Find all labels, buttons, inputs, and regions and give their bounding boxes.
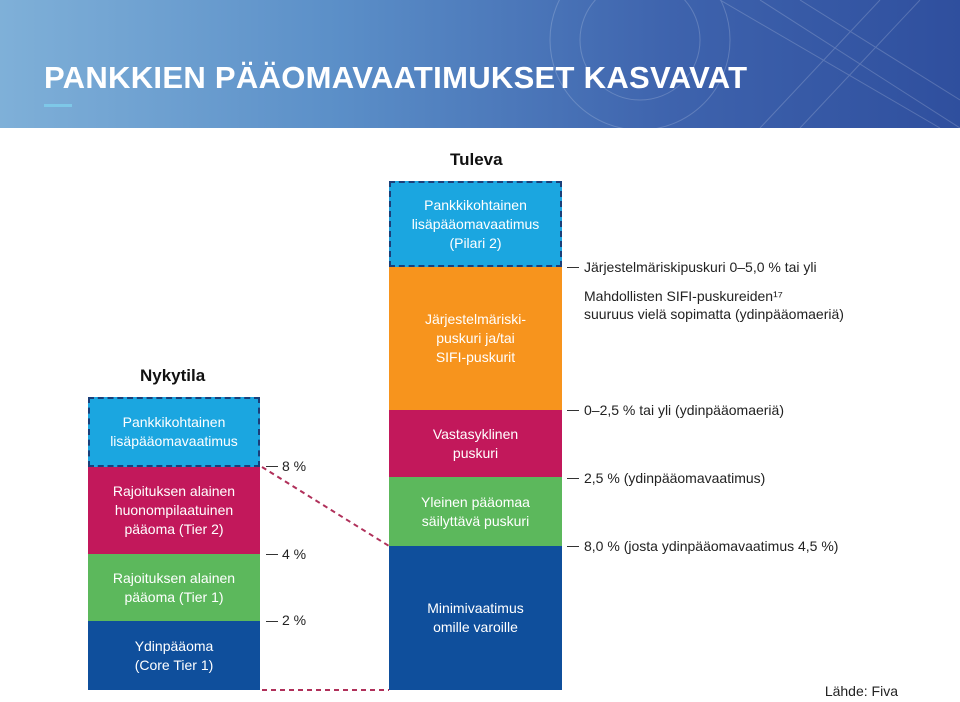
source-note: Lähde: Fiva [824, 683, 898, 699]
annotation-conservation: 2,5 % (ydinpääomavaatimus) [584, 470, 766, 486]
tuleva-block-label: Pankkikohtainen lisäpääomavaatimus (Pilari 2) [411, 196, 540, 251]
connector-top-dashed [262, 467, 389, 546]
tuleva-block-systemic-risk [389, 267, 562, 410]
marker-4-percent: 4 % [282, 546, 307, 562]
annotation-tick [567, 546, 579, 547]
tuleva-block-conservation [389, 477, 562, 546]
tuleva-block-label: Vastasyklinen puskuri [432, 425, 519, 461]
nykytila-block-label: Pankkikohtainen lisäpääomavaatimus [110, 414, 238, 449]
nykytila-heading: Nykytila [140, 366, 206, 385]
nykytila-block-label: Rajoituksen alainen huonompilaatuinen pääoma (Tier 2) [112, 483, 236, 537]
nykytila-block-label: Ydinpääoma (Core Tier 1) [134, 637, 214, 673]
nykytila-block-label: Rajoituksen alainen pääoma (Tier 1) [112, 569, 236, 605]
tuleva-block-label: Yleinen pääomaa säilyttävä puskuri [421, 493, 530, 529]
tuleva-block-label: Minimivaatimus omille varoille [427, 600, 524, 635]
annotation-tick [567, 478, 579, 479]
tuleva-block-countercyclical [389, 410, 562, 477]
annotation-countercyclical: 0–2,5 % tai yli (ydinpääomaeriä) [584, 402, 784, 418]
tuleva-heading: Tuleva [450, 150, 503, 169]
marker-8-percent: 8 % [282, 458, 307, 474]
tuleva-block-label: Järjestelmäriski- puskuri ja/tai SIFI-puskurit [424, 311, 527, 365]
annotation-tick [567, 410, 579, 411]
tuleva-block-pillar2 [389, 181, 562, 267]
page-title: PANKKIEN PÄÄOMAVAATIMUKSET KASVAVAT [44, 60, 748, 95]
annotation-minimum: 8,0 % (josta ydinpääomavaatimus 4,5 %) [584, 538, 839, 554]
annotation-sifi: Mahdollisten SIFI-puskureiden¹⁷ suuruus vielä sopimatta (ydinpääomaeriä) [584, 288, 844, 322]
annotation-systemic-risk: Järjestelmäriskipuskuri 0–5,0 % tai yli [584, 259, 817, 275]
tuleva-block-minimum [389, 546, 562, 690]
marker-2-percent: 2 % [282, 612, 307, 628]
annotation-tick [567, 267, 579, 268]
